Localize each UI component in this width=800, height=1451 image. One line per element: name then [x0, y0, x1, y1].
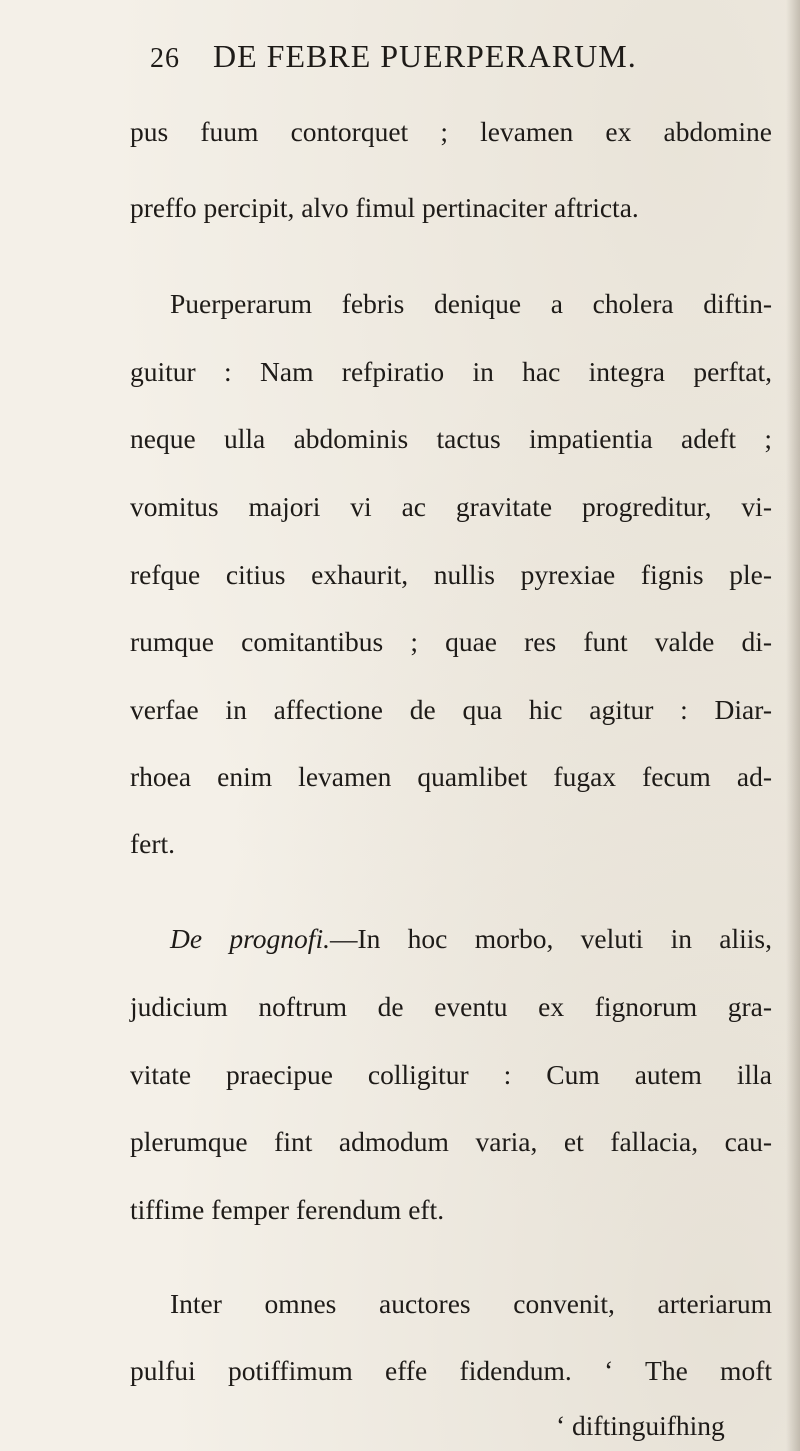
text-line: pulfui potiffimum effe fidendum. ‘ The moft	[130, 1355, 772, 1386]
text-line: pus fuum contorquet ; levamen ex abdomine	[130, 116, 772, 147]
text-line: plerumque fint admodum varia, et fallacia, cau-	[130, 1126, 772, 1157]
section-heading: De prognofi.	[170, 923, 330, 954]
text-line: refque citius exhaurit, nullis pyrexiae fignis ple-	[130, 559, 772, 590]
text-fragment: —In hoc morbo, veluti in aliis,	[329, 923, 772, 954]
running-title: DE FEBRE PUERPERARUM.	[213, 38, 637, 74]
text-line: vomitus majori vi ac gravitate progreditur, vi-	[130, 491, 772, 522]
text-line: neque ulla abdominis tactus impatientia adeft ;	[130, 423, 772, 454]
page-number: 26	[150, 43, 180, 74]
text-line: judicium noftrum de eventu ex fignorum gra-	[130, 991, 772, 1022]
text-line	[170, 925, 772, 953]
text-line: rhoea enim levamen quamlibet fugax fecum ad-	[130, 761, 772, 792]
page-edge-shadow	[786, 0, 800, 1451]
text-line: tiffime femper ferendum eft.	[130, 1194, 445, 1225]
text-line: verfae in affectione de qua hic agitur : Diar-	[130, 694, 772, 725]
text-line: Inter omnes auctores convenit, arteriarum	[170, 1288, 772, 1319]
text-line: rumque comitantibus ; quae res funt valde di-	[130, 626, 772, 657]
text-line: vitate praecipue colligitur : Cum autem illa	[130, 1059, 772, 1090]
text-line: Puerperarum febris denique a cholera diftin-	[170, 288, 772, 319]
text-line: fert.	[130, 828, 176, 859]
text-line: preffo percipit, alvo fimul pertinaciter aftricta.	[130, 192, 639, 223]
text-line: guitur : Nam refpiratio in hac integra perftat,	[130, 356, 772, 387]
text-line: ‘ diftinguifhing	[556, 1410, 725, 1441]
running-header	[150, 38, 637, 75]
